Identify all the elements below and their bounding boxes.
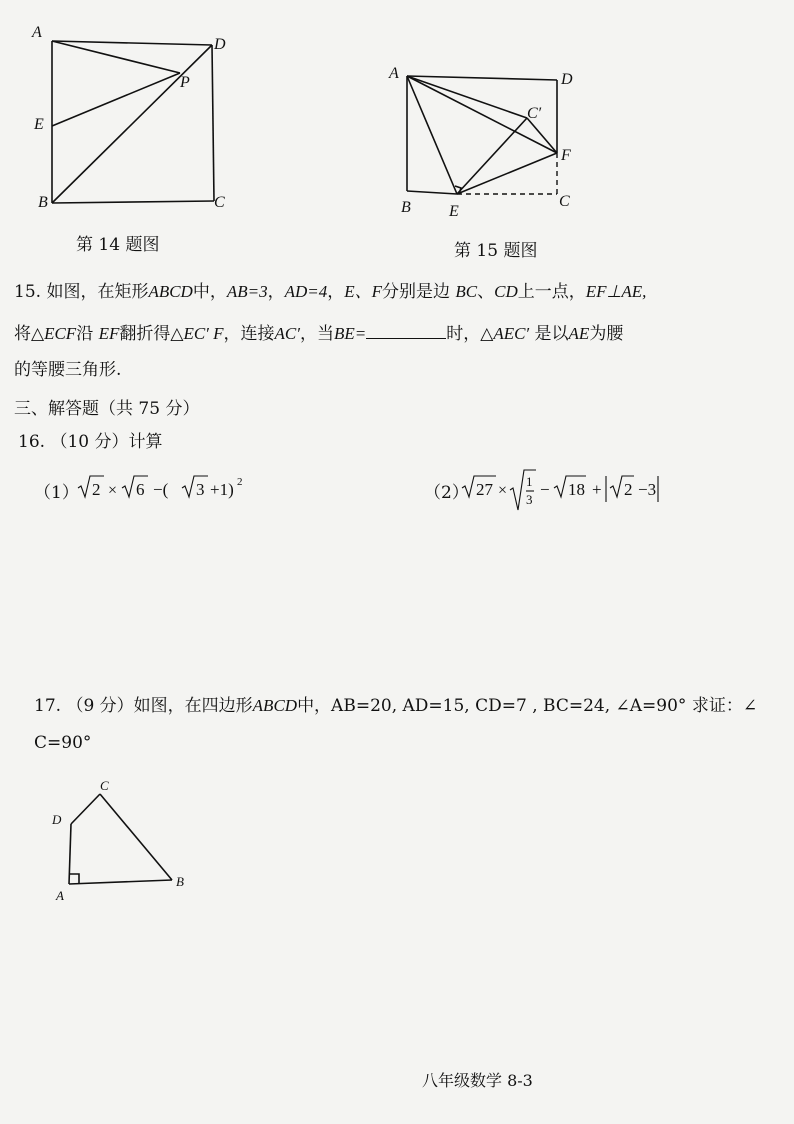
figure-14 (28, 25, 248, 225)
q16-expression-2 (458, 466, 678, 516)
figure-17 (48, 776, 198, 901)
fig14-label-e: E (34, 116, 44, 133)
svg-text:+: + (592, 480, 602, 499)
fig15-caption: 第 15 题图 (454, 241, 538, 261)
svg-text:−3: −3 (638, 480, 657, 499)
fig14-caption: 第 14 题图 (76, 235, 160, 255)
svg-text:−: − (540, 480, 550, 499)
svg-text:18: 18 (568, 480, 585, 499)
q16-title: 16. （10 分）计算 (18, 432, 163, 452)
fig14-label-d: D (214, 36, 226, 53)
svg-text:×: × (108, 482, 118, 499)
fig14-label-p: P (180, 74, 190, 91)
svg-text:6: 6 (136, 480, 145, 499)
fig15-label-c: C (559, 193, 570, 210)
fig15-label-a: A (389, 65, 399, 82)
section-title: 三、解答题（共 75 分） (14, 399, 200, 419)
svg-text:3: 3 (526, 492, 533, 507)
fig14-label-c: C (214, 194, 225, 211)
fig15-label-cprime: C′ (527, 105, 542, 122)
fig17-label-c: C (100, 778, 109, 793)
fig15-label-e: E (449, 203, 459, 220)
fig17-label-d: D (52, 812, 62, 827)
q16-part1: （1） (34, 483, 79, 503)
q17-line2: C=90° (34, 733, 92, 753)
page-footer: 八年级数学 8-3 (422, 1071, 533, 1090)
fig15-label-b: B (401, 199, 411, 216)
fig14-label-b: B (38, 194, 48, 211)
fig14-label-a: A (32, 25, 42, 41)
q15-line1: 15. 如图，在矩形ABCD中，AB=3，AD=4，E、F分别是边 BC、CD上一点，EF⊥AE, (14, 282, 647, 302)
svg-text:2: 2 (624, 480, 633, 499)
figure-15 (385, 60, 595, 225)
fig17-label-b: B (176, 874, 184, 889)
svg-text:2: 2 (237, 476, 243, 488)
svg-text:2: 2 (92, 480, 101, 499)
q17-line1: 17. （9 分）如图，在四边形ABCD中，AB=20, AD=15, CD=7 , BC=24, ∠A=90° 求证：∠ (34, 696, 758, 716)
fig15-label-d: D (561, 71, 573, 88)
fig15-label-f: F (561, 147, 571, 164)
answer-blank[interactable] (366, 324, 446, 339)
svg-text:×: × (498, 482, 508, 499)
svg-text:+1): +1) (210, 480, 234, 499)
svg-text:−(: −( (153, 480, 169, 499)
svg-text:3: 3 (196, 480, 205, 499)
svg-text:27: 27 (476, 480, 493, 499)
fig17-label-a: A (56, 888, 64, 901)
q15-line3: 的等腰三角形. (14, 360, 122, 380)
q16-expression-1 (74, 470, 254, 504)
q16-part2: （2） (424, 483, 469, 503)
svg-text:1: 1 (526, 474, 533, 489)
q15-line2: 将△ECF沿 EF翻折得△EC′ F，连接AC′，当BE= 时，△AEC′ 是以AE为腰 (14, 324, 624, 344)
